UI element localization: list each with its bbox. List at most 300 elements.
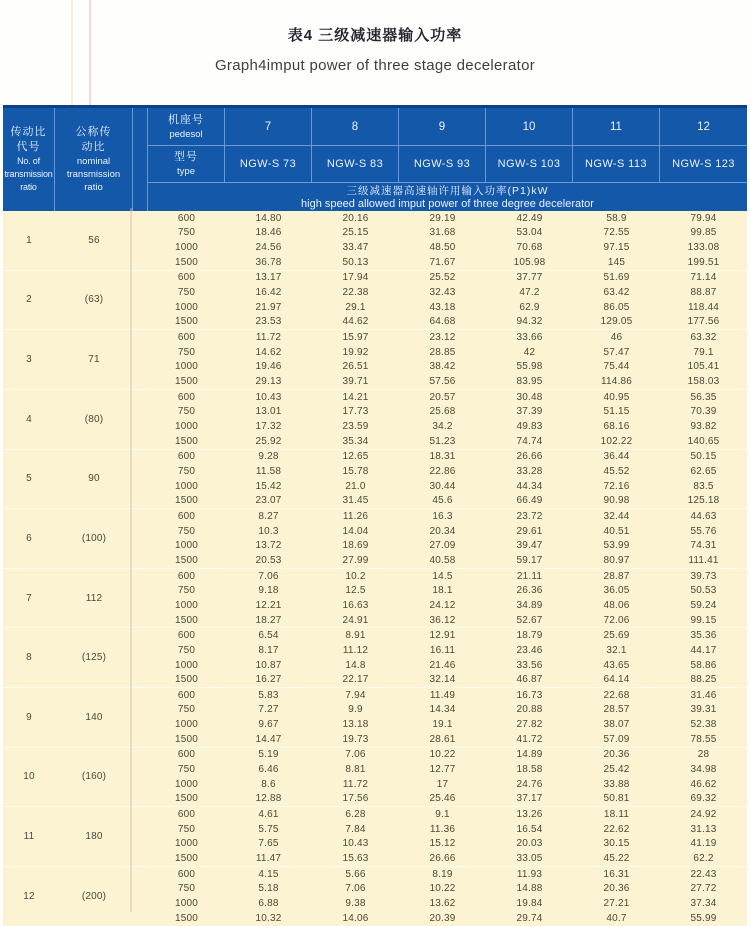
speed-cell: 750: [177, 346, 196, 358]
power-value-cell: 80.97: [603, 554, 630, 566]
power-value-cell: 53.04: [516, 227, 543, 239]
nominal-ratio-cell: 56: [88, 234, 100, 246]
power-value-cell: 78.55: [690, 733, 717, 745]
ratio-code-cell: 12: [3, 866, 55, 926]
power-value-cell: 22.43: [690, 868, 717, 880]
power-value-cell: 45.22: [603, 853, 630, 865]
power-value-cell: 36.05: [603, 585, 630, 597]
power-value-cell: 55.99: [690, 912, 717, 924]
power-value-cell: 13.26: [516, 809, 543, 821]
power-value-cell: 57.47: [603, 346, 630, 358]
power-value-cell: 21.97: [255, 301, 282, 313]
type-label-en: type: [177, 166, 195, 177]
subheader-en: high speed allowed imput power of three degree decelerator: [301, 197, 594, 210]
power-value-cell: 57.56: [429, 376, 456, 388]
speed-cell: 1000: [174, 361, 199, 373]
power-value-cell: 14.8: [345, 659, 366, 671]
power-value-cell: 28: [697, 749, 710, 761]
power-value-cell: 10.87: [255, 659, 282, 671]
power-value-cell: 140.65: [687, 435, 720, 447]
group-rows: [148, 211, 747, 270]
table-row: [148, 211, 747, 226]
speed-cell: 600: [177, 868, 196, 880]
speed-cell: 1000: [174, 599, 199, 611]
power-value-cell: 9.9: [348, 704, 363, 716]
power-value-cell: 62.9: [519, 301, 540, 313]
model-ngw-s-73: NGW-S 73: [225, 146, 312, 183]
power-value-cell: 7.65: [258, 838, 279, 850]
power-value-cell: 22.17: [342, 674, 369, 686]
table-row: [148, 405, 747, 420]
power-value-cell: 15.12: [429, 838, 456, 850]
table-row: [148, 598, 747, 613]
power-value-cell: 36.12: [429, 614, 456, 626]
type-label-zh: 型号: [174, 151, 198, 163]
power-value-cell: 45.6: [432, 495, 453, 507]
power-value-cell: 16.42: [255, 287, 282, 299]
power-value-cell: 22.86: [429, 465, 456, 477]
power-value-cell: 11.47: [255, 853, 282, 865]
power-value-cell: 10.22: [429, 749, 456, 761]
nominal-ratio-cell: 180: [55, 806, 133, 866]
table-row: [148, 717, 747, 732]
header-line: ratio: [20, 182, 37, 192]
table-row: [148, 330, 747, 345]
power-value-cell: 40.7: [606, 912, 627, 924]
power-value-cell: 6.28: [345, 809, 366, 821]
ratio-group: [3, 270, 747, 330]
power-value-cell: 37.77: [516, 272, 543, 284]
speed-cell: 600: [177, 332, 196, 344]
power-value-cell: 26.36: [516, 585, 543, 597]
power-value-cell: 21.11: [516, 570, 543, 582]
ratio-code-cell: 3: [3, 329, 55, 389]
power-value-cell: 36.44: [603, 451, 630, 463]
speed-cell: 1500: [174, 495, 199, 507]
table-row: [148, 583, 747, 598]
power-value-cell: 20.34: [429, 525, 456, 537]
nominal-ratio-cell: 140: [55, 687, 133, 747]
power-value-cell: 16.54: [516, 823, 543, 835]
power-value-cell: 20.39: [429, 912, 456, 924]
group-rows: [148, 508, 747, 568]
nominal-ratio-cell: (125): [55, 627, 133, 687]
ratio-code-cell: 7: [3, 568, 55, 628]
power-value-cell: 19.73: [342, 733, 369, 745]
ratio-group: [3, 747, 747, 807]
power-value-cell: 55.98: [516, 361, 543, 373]
frame-size-9: 9: [399, 108, 486, 146]
power-value-cell: 69.32: [690, 793, 717, 805]
power-value-cell: 34.89: [516, 599, 543, 611]
nominal-ratio-cell: 71: [55, 329, 133, 389]
power-value-cell: 32.14: [429, 674, 456, 686]
ratio-group: [3, 329, 747, 389]
power-value-cell: 90.98: [603, 495, 630, 507]
speed-cell: 750: [177, 883, 196, 895]
power-value-cell: 62.65: [690, 465, 717, 477]
speed-cell: 1500: [174, 316, 199, 328]
power-value-cell: 56.35: [690, 391, 717, 403]
power-value-cell: 44.17: [690, 644, 717, 656]
ratio-code-cell: 11: [3, 806, 55, 866]
power-value-cell: 31.45: [342, 495, 369, 507]
speed-cell: 600: [177, 451, 196, 463]
spacer-cell: [133, 508, 148, 568]
power-value-cell: 55.76: [690, 525, 717, 537]
power-table: [3, 105, 747, 926]
speed-cell: 1000: [174, 659, 199, 671]
power-value-cell: 31.13: [690, 823, 717, 835]
frame-size-10: 10: [486, 108, 573, 146]
frame-size-8: 8: [312, 108, 399, 146]
table-row: [148, 748, 747, 763]
power-value-cell: 94.32: [516, 316, 543, 328]
power-value-cell: 23.53: [255, 316, 282, 328]
power-value-cell: 25.92: [255, 435, 282, 447]
ratio-code-cell: 1: [26, 234, 32, 246]
table-row: [148, 822, 747, 837]
power-value-cell: 27.72: [690, 883, 717, 895]
power-value-cell: 10.43: [255, 391, 282, 403]
power-value-cell: 15.78: [342, 465, 369, 477]
speed-cell: 750: [177, 585, 196, 597]
spacer-cell: [133, 389, 148, 449]
power-value-cell: 38.42: [429, 361, 456, 373]
power-value-cell: 72.16: [603, 480, 630, 492]
speed-cell: 600: [177, 212, 196, 224]
power-value-cell: 22.68: [603, 689, 630, 701]
power-value-cell: 17.73: [342, 406, 369, 418]
group-rows: [148, 747, 747, 807]
power-value-cell: 11.93: [516, 868, 543, 880]
power-value-cell: 34.98: [690, 764, 717, 776]
speed-cell: 750: [177, 704, 196, 716]
speed-cell: 750: [177, 644, 196, 656]
power-value-cell: 32.44: [603, 510, 630, 522]
header-spacer-column: [133, 108, 148, 211]
ratio-group: [3, 211, 747, 270]
spacer-cell: [133, 687, 148, 747]
power-value-cell: 50.81: [603, 793, 630, 805]
power-value-cell: 29.61: [516, 525, 543, 537]
power-value-cell: 16.27: [255, 674, 282, 686]
frame-label-zh: 机座号: [168, 113, 204, 126]
table-row: [148, 896, 747, 911]
power-value-cell: 12.88: [255, 793, 282, 805]
power-value-cell: 105.98: [513, 256, 546, 268]
table-row: [148, 851, 747, 866]
power-value-cell: 14.5: [432, 570, 453, 582]
power-value-cell: 20.88: [516, 704, 543, 716]
speed-cell: 1500: [174, 793, 199, 805]
power-value-cell: 11.49: [429, 689, 456, 701]
power-value-cell: 21.46: [429, 659, 456, 671]
power-value-cell: 24.92: [690, 809, 717, 821]
table-row: [148, 419, 747, 434]
table-row: [148, 538, 747, 553]
power-value-cell: 7.06: [345, 749, 366, 761]
table-row: [148, 390, 747, 405]
power-value-cell: 29.13: [255, 376, 282, 388]
power-value-cell: 16.63: [342, 599, 369, 611]
speed-cell: 600: [177, 272, 196, 284]
nominal-ratio-cell: (80): [55, 389, 133, 449]
speed-cell: 1000: [174, 838, 199, 850]
power-value-cell: 26.66: [516, 451, 543, 463]
power-value-cell: 11.72: [342, 778, 369, 790]
power-value-cell: 99.85: [690, 227, 717, 239]
power-value-cell: 58.9: [606, 212, 627, 224]
power-value-cell: 48.50: [429, 242, 456, 254]
power-value-cell: 10.2: [345, 570, 366, 582]
power-value-cell: 66.49: [516, 495, 543, 507]
power-value-cell: 7.27: [258, 704, 279, 716]
table-row: [148, 255, 747, 270]
power-value-cell: 70.68: [516, 242, 543, 254]
power-value-cell: 27.09: [429, 540, 456, 552]
power-value-cell: 118.44: [687, 301, 720, 313]
ratio-code-cell: 4: [3, 389, 55, 449]
power-value-cell: 15.97: [342, 332, 369, 344]
power-value-cell: 41.19: [690, 838, 717, 850]
group-rows: [148, 329, 747, 389]
power-value-cell: 46: [610, 332, 623, 344]
header-type-label: [148, 146, 225, 183]
power-value-cell: 52.67: [516, 614, 543, 626]
power-value-cell: 37.34: [690, 898, 717, 910]
power-value-cell: 38.07: [603, 719, 630, 731]
power-value-cell: 59.17: [516, 554, 543, 566]
power-value-cell: 18.27: [255, 614, 282, 626]
power-value-cell: 15.63: [342, 853, 369, 865]
ratio-group: [3, 687, 747, 747]
power-value-cell: 5.83: [258, 689, 279, 701]
power-value-cell: 25.69: [603, 630, 630, 642]
ratio-group: [3, 449, 747, 509]
group-rows: [148, 687, 747, 747]
group-rows: [148, 627, 747, 687]
group-rows: [148, 389, 747, 449]
power-value-cell: 33.28: [516, 465, 543, 477]
power-value-cell: 12.91: [429, 630, 456, 642]
table-row: [148, 374, 747, 389]
power-value-cell: 6.54: [258, 630, 279, 642]
power-value-cell: 53.99: [603, 540, 630, 552]
power-value-cell: 44.34: [516, 480, 543, 492]
table-row: [148, 553, 747, 568]
power-value-cell: 49.83: [516, 421, 543, 433]
power-value-cell: 26.66: [429, 853, 456, 865]
power-value-cell: 44.62: [342, 316, 369, 328]
power-value-cell: 25.42: [603, 764, 630, 776]
ratio-code-cell: 9: [3, 687, 55, 747]
power-value-cell: 47.2: [519, 287, 540, 299]
nominal-ratio-cell: (200): [55, 866, 133, 926]
power-value-cell: 19.92: [342, 346, 369, 358]
table-row: [148, 658, 747, 673]
ratio-group: [3, 568, 747, 628]
frame-label-en: pedesol: [169, 128, 203, 140]
table-row: [148, 613, 747, 628]
power-value-cell: 29.19: [429, 212, 456, 224]
power-value-cell: 17.94: [342, 272, 369, 284]
speed-cell: 600: [177, 749, 196, 761]
power-value-cell: 12.77: [429, 764, 456, 776]
power-value-cell: 36.78: [255, 256, 282, 268]
power-value-cell: 13.18: [342, 719, 369, 731]
power-value-cell: 7.06: [258, 570, 279, 582]
power-value-cell: 41.72: [516, 733, 543, 745]
model-ngw-s-103: NGW-S 103: [486, 146, 573, 183]
power-value-cell: 50.15: [690, 451, 717, 463]
power-value-cell: 14.47: [255, 733, 282, 745]
power-value-cell: 14.89: [516, 749, 543, 761]
power-value-cell: 33.88: [603, 778, 630, 790]
power-value-cell: 129.05: [600, 316, 633, 328]
table-row: [148, 882, 747, 897]
spacer-cell: [133, 627, 148, 687]
power-value-cell: 25.68: [429, 406, 456, 418]
power-value-cell: 17.56: [342, 793, 369, 805]
power-value-cell: 93.82: [690, 421, 717, 433]
power-value-cell: 33.05: [516, 853, 543, 865]
power-value-cell: 15.42: [255, 480, 282, 492]
speed-cell: 1000: [174, 421, 199, 433]
power-value-cell: 24.56: [255, 242, 282, 254]
power-value-cell: 58.86: [690, 659, 717, 671]
table-row: [148, 911, 747, 926]
power-value-cell: 9.67: [258, 719, 279, 731]
power-value-cell: 57.09: [603, 733, 630, 745]
power-value-cell: 5.19: [258, 749, 279, 761]
power-value-cell: 18.31: [429, 451, 456, 463]
speed-cell: 750: [177, 525, 196, 537]
power-value-cell: 105.41: [687, 361, 720, 373]
table-row: [148, 672, 747, 687]
power-value-cell: 29.1: [345, 301, 366, 313]
power-value-cell: 16.11: [429, 644, 456, 656]
group-rows: [148, 449, 747, 509]
power-value-cell: 11.26: [342, 510, 369, 522]
power-value-cell: 64.68: [429, 316, 456, 328]
table-body: [3, 211, 747, 926]
speed-cell: 1000: [174, 898, 199, 910]
power-value-cell: 19.46: [255, 361, 282, 373]
power-value-cell: 27.99: [342, 554, 369, 566]
power-value-cell: 14.80: [255, 212, 282, 224]
spacer-cell: [133, 449, 148, 509]
table-row: [148, 762, 747, 777]
power-value-cell: 7.84: [345, 823, 366, 835]
nominal-ratio-cell: (63): [55, 270, 133, 330]
speed-cell: 1500: [174, 554, 199, 566]
power-value-cell: 28.57: [603, 704, 630, 716]
power-value-cell: 14.04: [342, 525, 369, 537]
power-value-cell: 6.46: [258, 764, 279, 776]
power-value-cell: 16.3: [432, 510, 453, 522]
group-rows: [148, 568, 747, 628]
power-value-cell: 9.28: [258, 451, 279, 463]
speed-cell: 600: [177, 391, 196, 403]
power-value-cell: 25.15: [342, 227, 369, 239]
power-value-cell: 63.32: [690, 332, 717, 344]
spacer-cell: [133, 747, 148, 807]
power-value-cell: 28.85: [429, 346, 456, 358]
power-value-cell: 19.1: [432, 719, 453, 731]
power-value-cell: 12.21: [255, 599, 282, 611]
power-value-cell: 28.87: [603, 570, 630, 582]
power-value-cell: 23.59: [342, 421, 369, 433]
table-header: [3, 105, 747, 211]
ratio-code-cell: 10: [3, 747, 55, 807]
table-row: [148, 643, 747, 658]
power-value-cell: 50.13: [342, 256, 369, 268]
speed-cell: 1000: [174, 242, 199, 254]
power-value-cell: 177.56: [687, 316, 720, 328]
power-value-cell: 74.74: [516, 435, 543, 447]
power-value-cell: 18.69: [342, 540, 369, 552]
table-row: [148, 688, 747, 703]
speed-cell: 750: [177, 823, 196, 835]
power-value-cell: 22.62: [603, 823, 630, 835]
power-value-cell: 88.87: [690, 287, 717, 299]
table-row: [148, 493, 747, 508]
power-value-cell: 35.34: [342, 435, 369, 447]
power-value-cell: 23.46: [516, 644, 543, 656]
ratio-code-cell: 6: [3, 508, 55, 568]
power-value-cell: 71.67: [429, 256, 456, 268]
power-value-cell: 32.1: [606, 644, 627, 656]
power-value-cell: 9.38: [345, 898, 366, 910]
nominal-ratio-cell: 90: [55, 449, 133, 509]
speed-cell: 1500: [174, 674, 199, 686]
power-value-cell: 34.2: [432, 421, 453, 433]
power-value-cell: 11.72: [255, 332, 282, 344]
group-rows: [148, 806, 747, 866]
power-value-cell: 35.36: [690, 630, 717, 642]
speed-cell: 1500: [174, 435, 199, 447]
power-value-cell: 13.72: [255, 540, 282, 552]
power-value-cell: 39.31: [690, 704, 717, 716]
power-value-cell: 10.3: [258, 525, 279, 537]
power-value-cell: 22.38: [342, 287, 369, 299]
power-value-cell: 145: [607, 256, 626, 268]
ratio-group: [3, 508, 747, 568]
ratio-group: [3, 389, 747, 449]
power-value-cell: 46.62: [690, 778, 717, 790]
power-value-cell: 86.05: [603, 301, 630, 313]
power-value-cell: 79.1: [693, 346, 714, 358]
spacer-cell: [133, 806, 148, 866]
table-row: [148, 732, 747, 747]
power-value-cell: 62.2: [693, 853, 714, 865]
power-value-cell: 14.34: [429, 704, 456, 716]
power-value-cell: 20.16: [342, 212, 369, 224]
speed-cell: 600: [177, 510, 196, 522]
power-value-cell: 14.62: [255, 346, 282, 358]
power-value-cell: 99.15: [690, 614, 717, 626]
power-value-cell: 11.36: [429, 823, 456, 835]
power-value-cell: 114.86: [600, 376, 633, 388]
power-value-cell: 5.75: [258, 823, 279, 835]
table-row: [148, 450, 747, 465]
power-value-cell: 45.52: [603, 465, 630, 477]
power-value-cell: 199.51: [687, 256, 720, 268]
speed-cell: 1500: [174, 733, 199, 745]
power-value-cell: 50.53: [690, 585, 717, 597]
power-value-cell: 20.36: [603, 749, 630, 761]
